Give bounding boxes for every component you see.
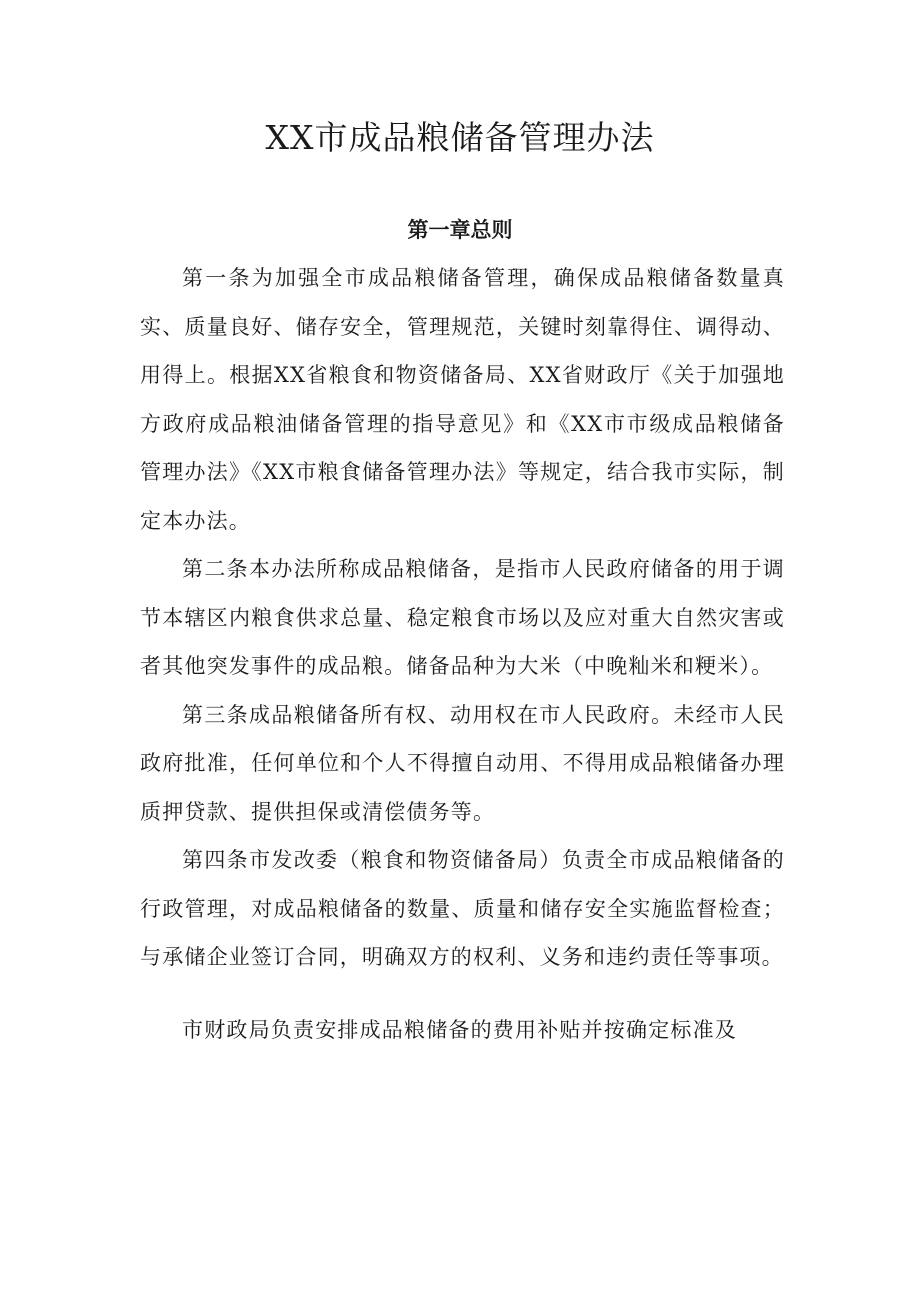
chapter-heading: 第一章总则 bbox=[407, 218, 513, 242]
document-title: XX市成品粮储备管理办法 bbox=[265, 118, 655, 157]
article-3-paragraph: 第三条成品粮储备所有权、动用权在市人民政府。未经市人民政府批准，任何单位和个人不得擅自动用、不得用成品粮储备办理质押贷款、提供担保或清偿债务等。 bbox=[140, 702, 785, 824]
document-body bbox=[140, 254, 785, 1054]
finance-bureau-paragraph: 市财政局负责安排成品粮储备的费用补贴并按确定标准及 bbox=[182, 1017, 737, 1042]
article-1-paragraph: 第一条为加强全市成品粮储备管理，确保成品粮储备数量真实、质量良好、储存安全，管理规范，关键时刻靠得住、调得动、用得上。根据XX省粮食和物资储备局、XX省财政厅《关于加强地方政府成品粮油储备管理的指导意见》和《XX市市级成品粮储备管理办法》《XX市粮食储备管理办法》等规定，结合我市实际，制定本办法。 bbox=[140, 266, 785, 533]
article-4-paragraph: 第四条市发改委（粮食和物资储备局）负责全市成品粮储备的行政管理，对成品粮储备的数量、质量和储存安全实施监督检查；与承储企业签订合同，明确双方的权利、义务和违约责任等事项。 bbox=[140, 848, 785, 969]
article-2-paragraph: 第二条本办法所称成品粮储备，是指市人民政府储备的用于调节本辖区内粮食供求总量、稳定粮食市场以及应对重大自然灾害或者其他突发事件的成品粮。储备品种为大米（中晚籼米和粳米）。 bbox=[140, 557, 785, 678]
